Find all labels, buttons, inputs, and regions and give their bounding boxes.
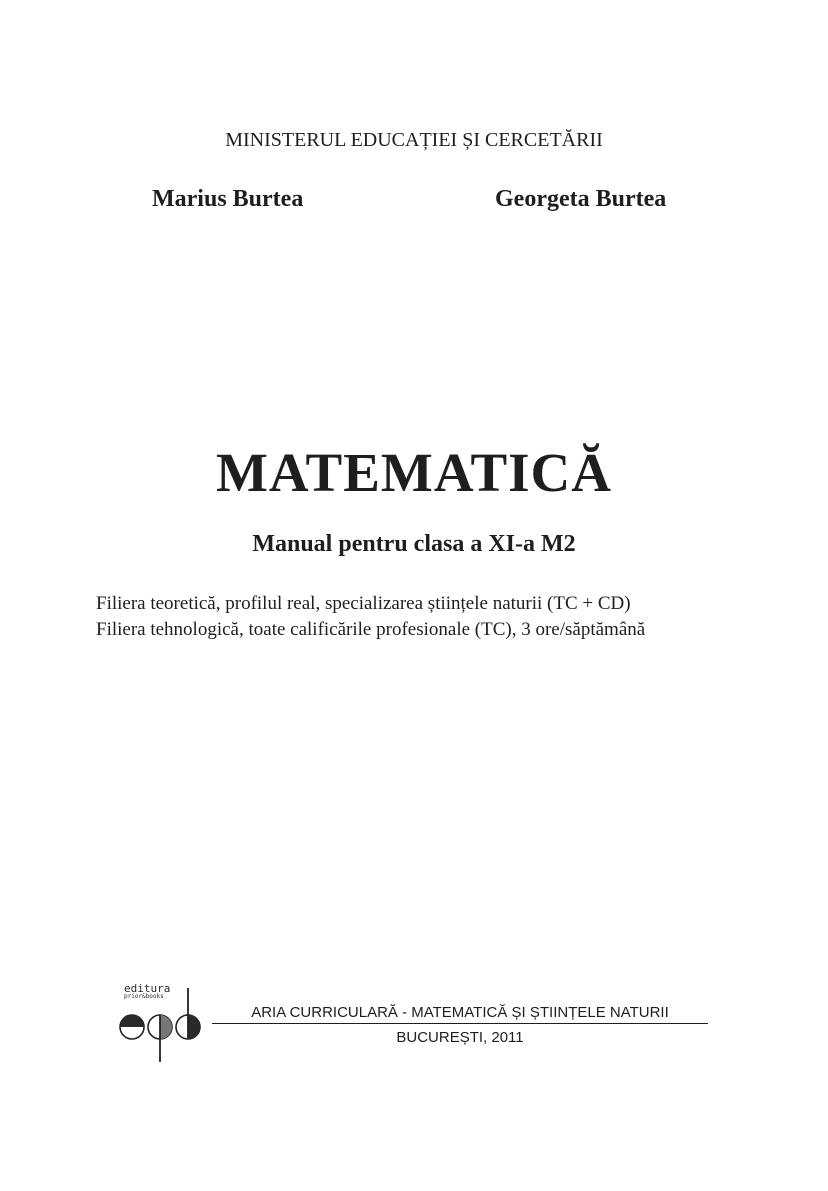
curriculum-tracks [96,591,645,643]
track-line: Filiera tehnologică, toate calificările profesionale (TC), 3 ore/săptămână [96,619,646,640]
logo-word: editura [124,982,171,995]
book-title: MATEMATICĂ [216,442,612,503]
ministry-heading: MINISTERUL EDUCAȚIEI ȘI CERCETĂRII [225,129,603,151]
curricular-area: ARIA CURRICULARĂ - MATEMATICĂ ȘI ȘTIINȚELE NATURII [251,1004,669,1021]
logo-brand: prior&books [124,993,164,1000]
track-line: Filiera teoretică, profilul real, specializarea științele naturii (TC + CD) [96,593,631,614]
divider-line [212,1023,708,1024]
publisher-logo [118,982,208,1064]
city-year: BUCUREȘTI, 2011 [396,1029,524,1046]
author-name: Georgeta Burtea [495,186,667,212]
book-subtitle: Manual pentru clasa a XI-a M2 [252,531,576,557]
author-name: Marius Burtea [152,186,304,212]
epd-logo-icon [118,982,208,1064]
